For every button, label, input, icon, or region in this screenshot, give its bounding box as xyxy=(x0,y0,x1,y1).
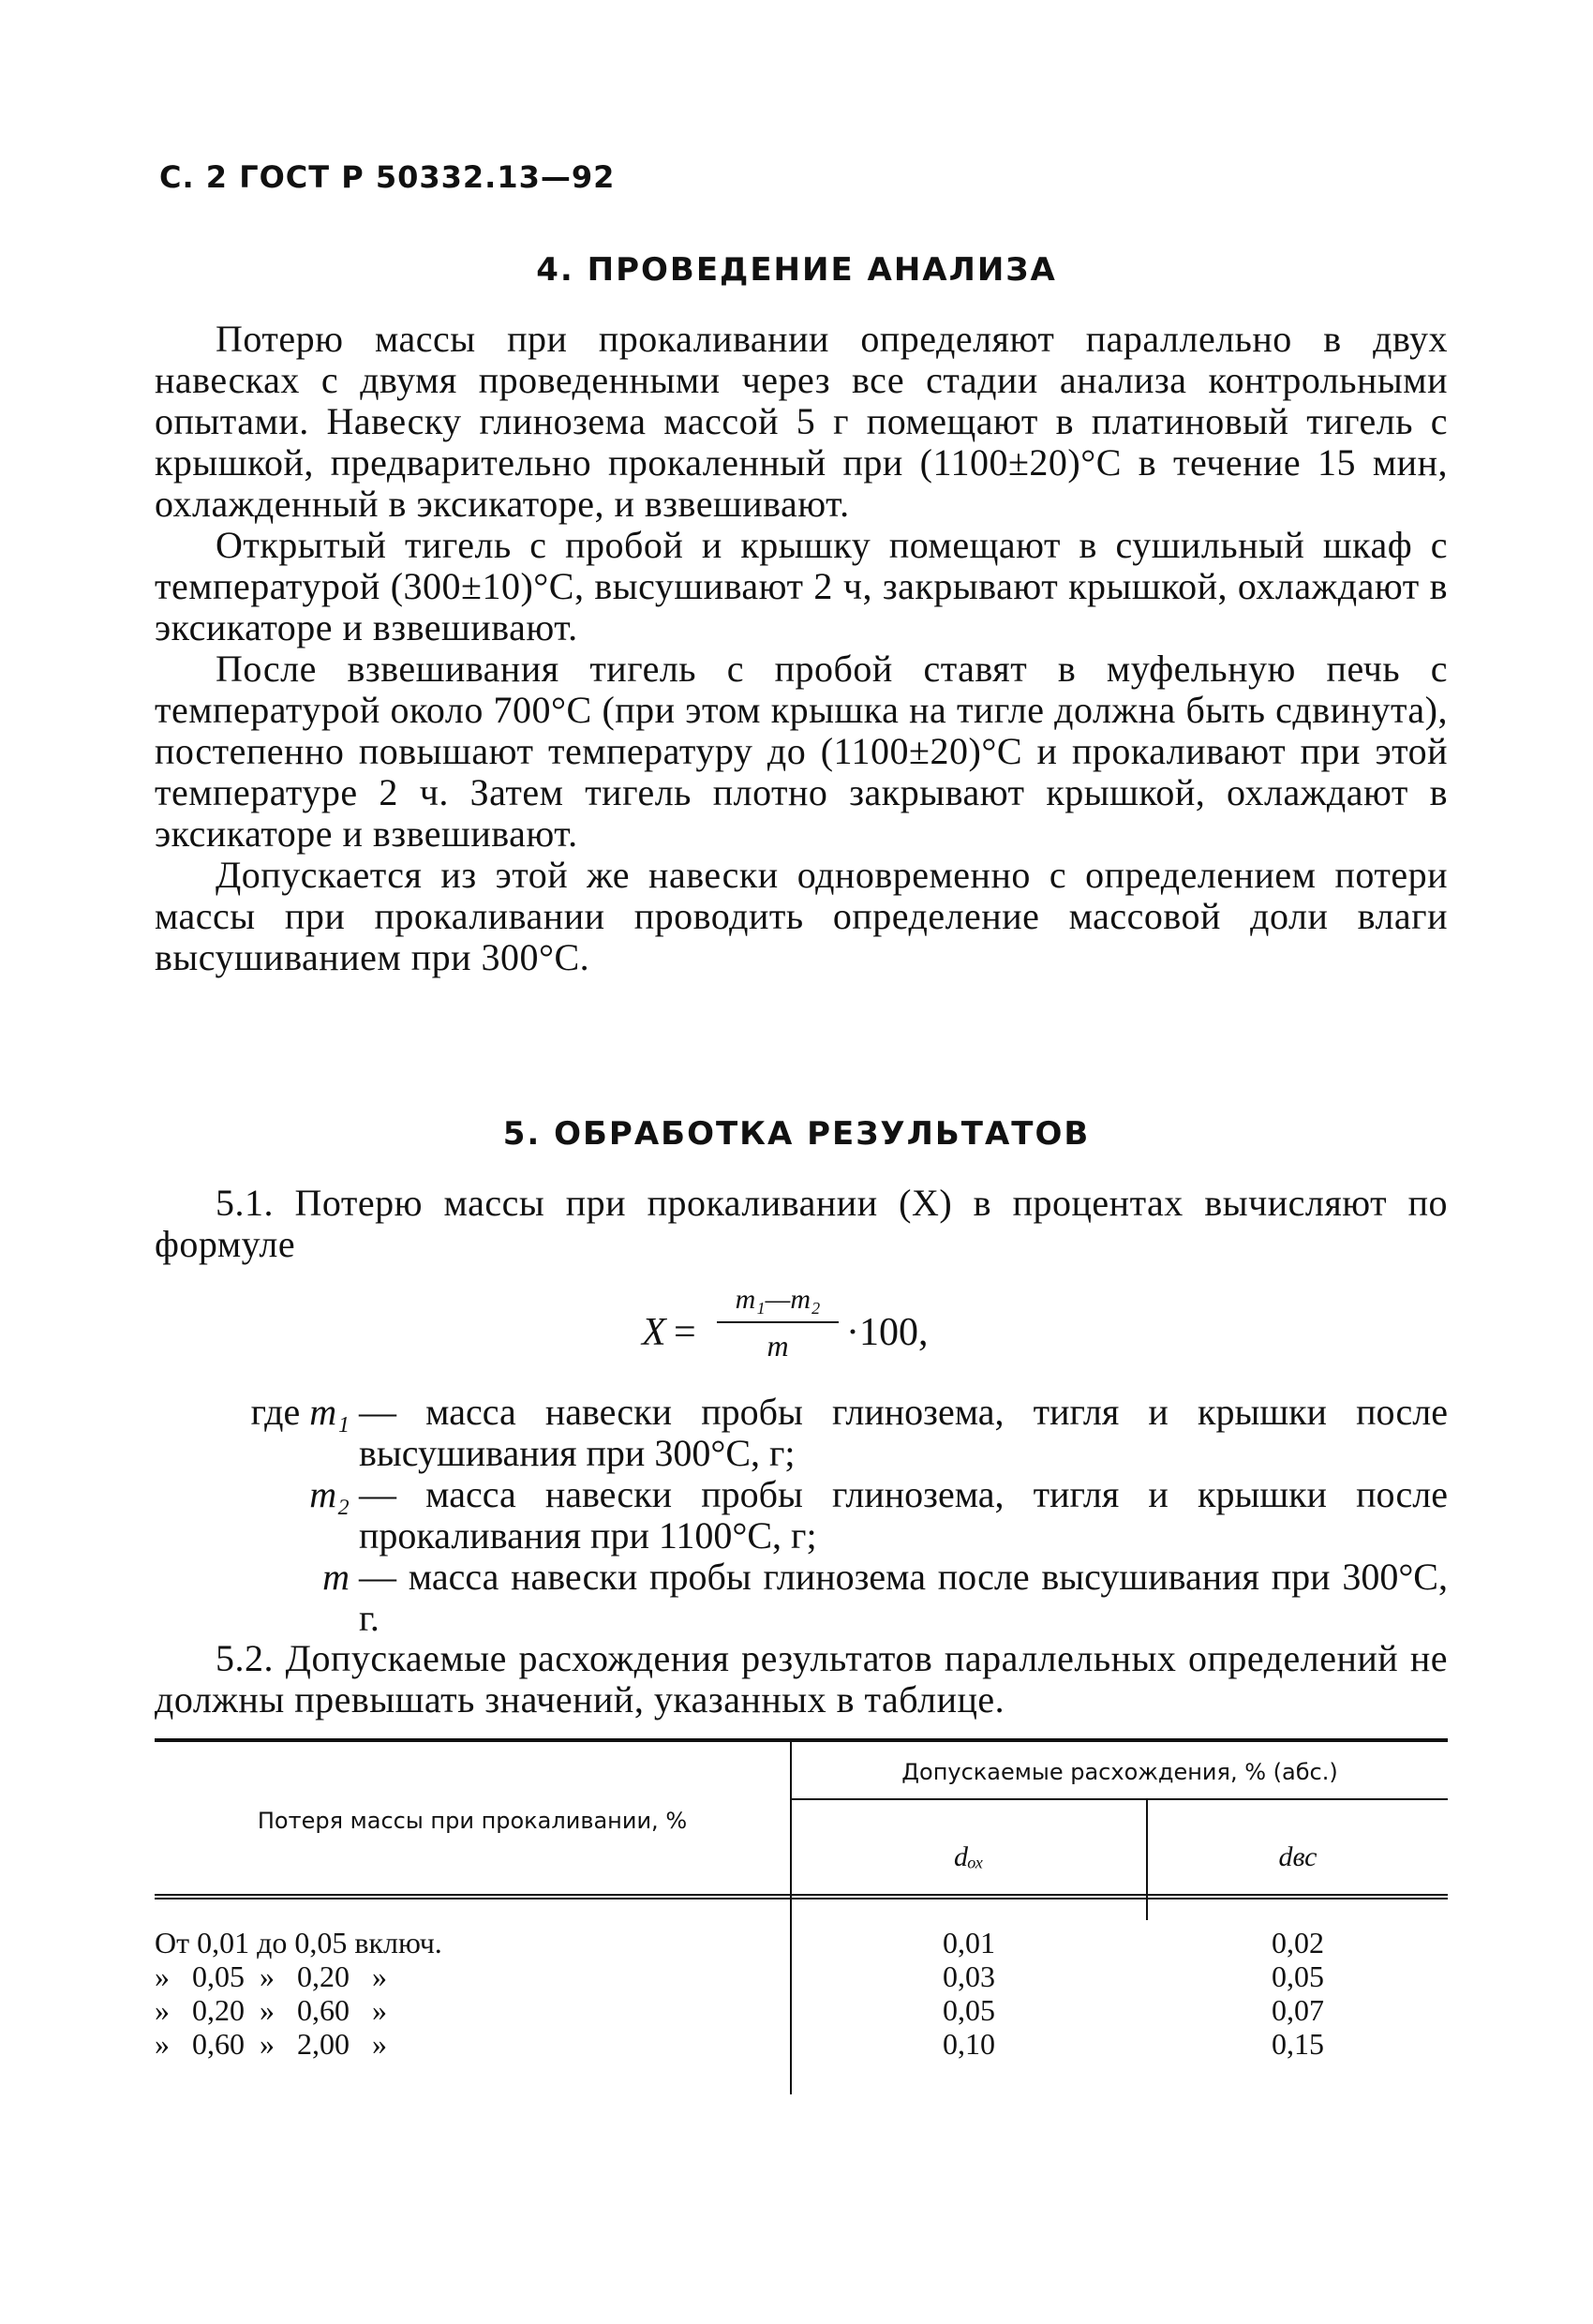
formula-legend xyxy=(155,1392,1448,1639)
paragraph: Потерю массы при прокаливании определяют параллельно в двух навесках с двумя проведенными через все стадии анализа контрольными опытами. Навеску глинозема массой 5 г помещают в платиновый тигель с крышкой, предварительно прокаленный при (1100±20)°С в течение 15 мин, охлажденный в эксикаторе, и взвешивают. xyxy=(155,318,1448,525)
section-5-heading: 5. ОБРАБОТКА РЕЗУЛЬТАТОВ xyxy=(502,1115,1091,1153)
legend-row xyxy=(155,1392,1448,1474)
section-4-body xyxy=(155,319,1448,978)
legend-prefix: где xyxy=(250,1391,310,1433)
col-header-dvs: dвс xyxy=(1278,1841,1318,1872)
table-cell-range: » 0,20 » 0,60 » xyxy=(155,1993,387,2027)
table-cell-range: » 0,60 » 2,00 » xyxy=(155,2027,387,2061)
paragraph: После взвешивания тигель с пробой ставят в муфельную печь с температурой около 700°С (при этом крышка на тигле должна быть сдвинута), постепенно повышают температуру до (1100±20)°С и прокаливают при этой температуре 2 ч. Затем тигель плотно закрывают крышкой, охлаждают в эксикаторе и взвешивают. xyxy=(155,648,1448,855)
table-header-rule xyxy=(155,1898,1448,1899)
paragraph-5-1: 5.1. Потерю массы при прокаливании (X) в процентах вычисляют по формуле xyxy=(155,1182,1448,1265)
table-cell-dox: 0,01 xyxy=(943,1926,995,1959)
table-cell-dox: 0,05 xyxy=(943,1993,995,2027)
formula-numerator: m₁—m₂ xyxy=(735,1284,821,1315)
table-cell-dvs: 0,15 xyxy=(1272,2027,1324,2061)
table-cell-dvs: 0,02 xyxy=(1272,1926,1324,1959)
table-cell-dox: 0,03 xyxy=(943,1959,995,1993)
col-header-dox: dₒₓ xyxy=(953,1841,985,1872)
table-group-rule xyxy=(792,1798,1448,1800)
tolerance-table xyxy=(155,1738,1448,2094)
col-header-loss: Потеря массы при прокаливании, % xyxy=(257,1808,688,1834)
formula-lhs: X xyxy=(642,1311,666,1354)
formula-tail: ·100, xyxy=(846,1311,929,1354)
formula-denominator: m xyxy=(767,1329,789,1363)
legend-definition: — масса навески пробы глинозема, тигля и крышки после высушивания при 300°С, г; xyxy=(359,1391,1448,1474)
table-cell-dvs: 0,07 xyxy=(1272,1993,1324,2027)
paragraph: Открытый тигель с пробой и крышку помещают в сушильный шкаф с температурой (300±10)°С, высушивают 2 ч, закрывают крышкой, охлаждают в эксикаторе и взвешивают. xyxy=(155,524,1448,648)
legend-row xyxy=(155,1474,1448,1557)
section-4-heading: 4. ПРОВЕДЕНИЕ АНАЛИЗА xyxy=(536,251,1057,289)
paragraph-5-2: 5.2. Допускаемые расхождения результатов параллельных определений не должны превышать значений, указанных в таблице. xyxy=(155,1637,1448,1721)
table-cell-range: От 0,01 до 0,05 включ. xyxy=(155,1926,442,1959)
legend-symbol: m₂ xyxy=(309,1473,350,1515)
legend-symbol: m₁ xyxy=(309,1391,350,1433)
formula xyxy=(0,1284,1593,1378)
formula-fraction xyxy=(717,1284,839,1363)
legend-definition: — масса навески пробы глинозема, тигля и крышки после прокаливания при 1100°С, г; xyxy=(359,1473,1448,1557)
paragraph: Допускается из этой же навески одновременно с определением потери массы при прокаливании проводить определение массовой доли влаги высушиванием при 300°С. xyxy=(155,854,1448,978)
section-5-1 xyxy=(155,1183,1448,1265)
legend-symbol: m xyxy=(322,1556,350,1598)
fraction-bar xyxy=(717,1321,839,1323)
table-top-rule xyxy=(155,1738,1448,1742)
formula-equals: = xyxy=(674,1311,696,1354)
legend-row xyxy=(155,1557,1448,1639)
table-cell-range: » 0,05 » 0,20 » xyxy=(155,1959,387,1993)
section-5-2 xyxy=(155,1638,1448,1721)
table-header-rule xyxy=(155,1894,1448,1896)
legend-definition: — масса навески пробы глинозема после высушивания при 300°С, г. xyxy=(359,1556,1448,1639)
group-header-tolerance: Допускаемые расхождения, % (абс.) xyxy=(901,1759,1338,1785)
table-cell-dvs: 0,05 xyxy=(1272,1959,1324,1993)
table-cell-dox: 0,10 xyxy=(943,2027,995,2061)
running-head: С. 2 ГОСТ Р 50332.13—92 xyxy=(159,159,616,195)
